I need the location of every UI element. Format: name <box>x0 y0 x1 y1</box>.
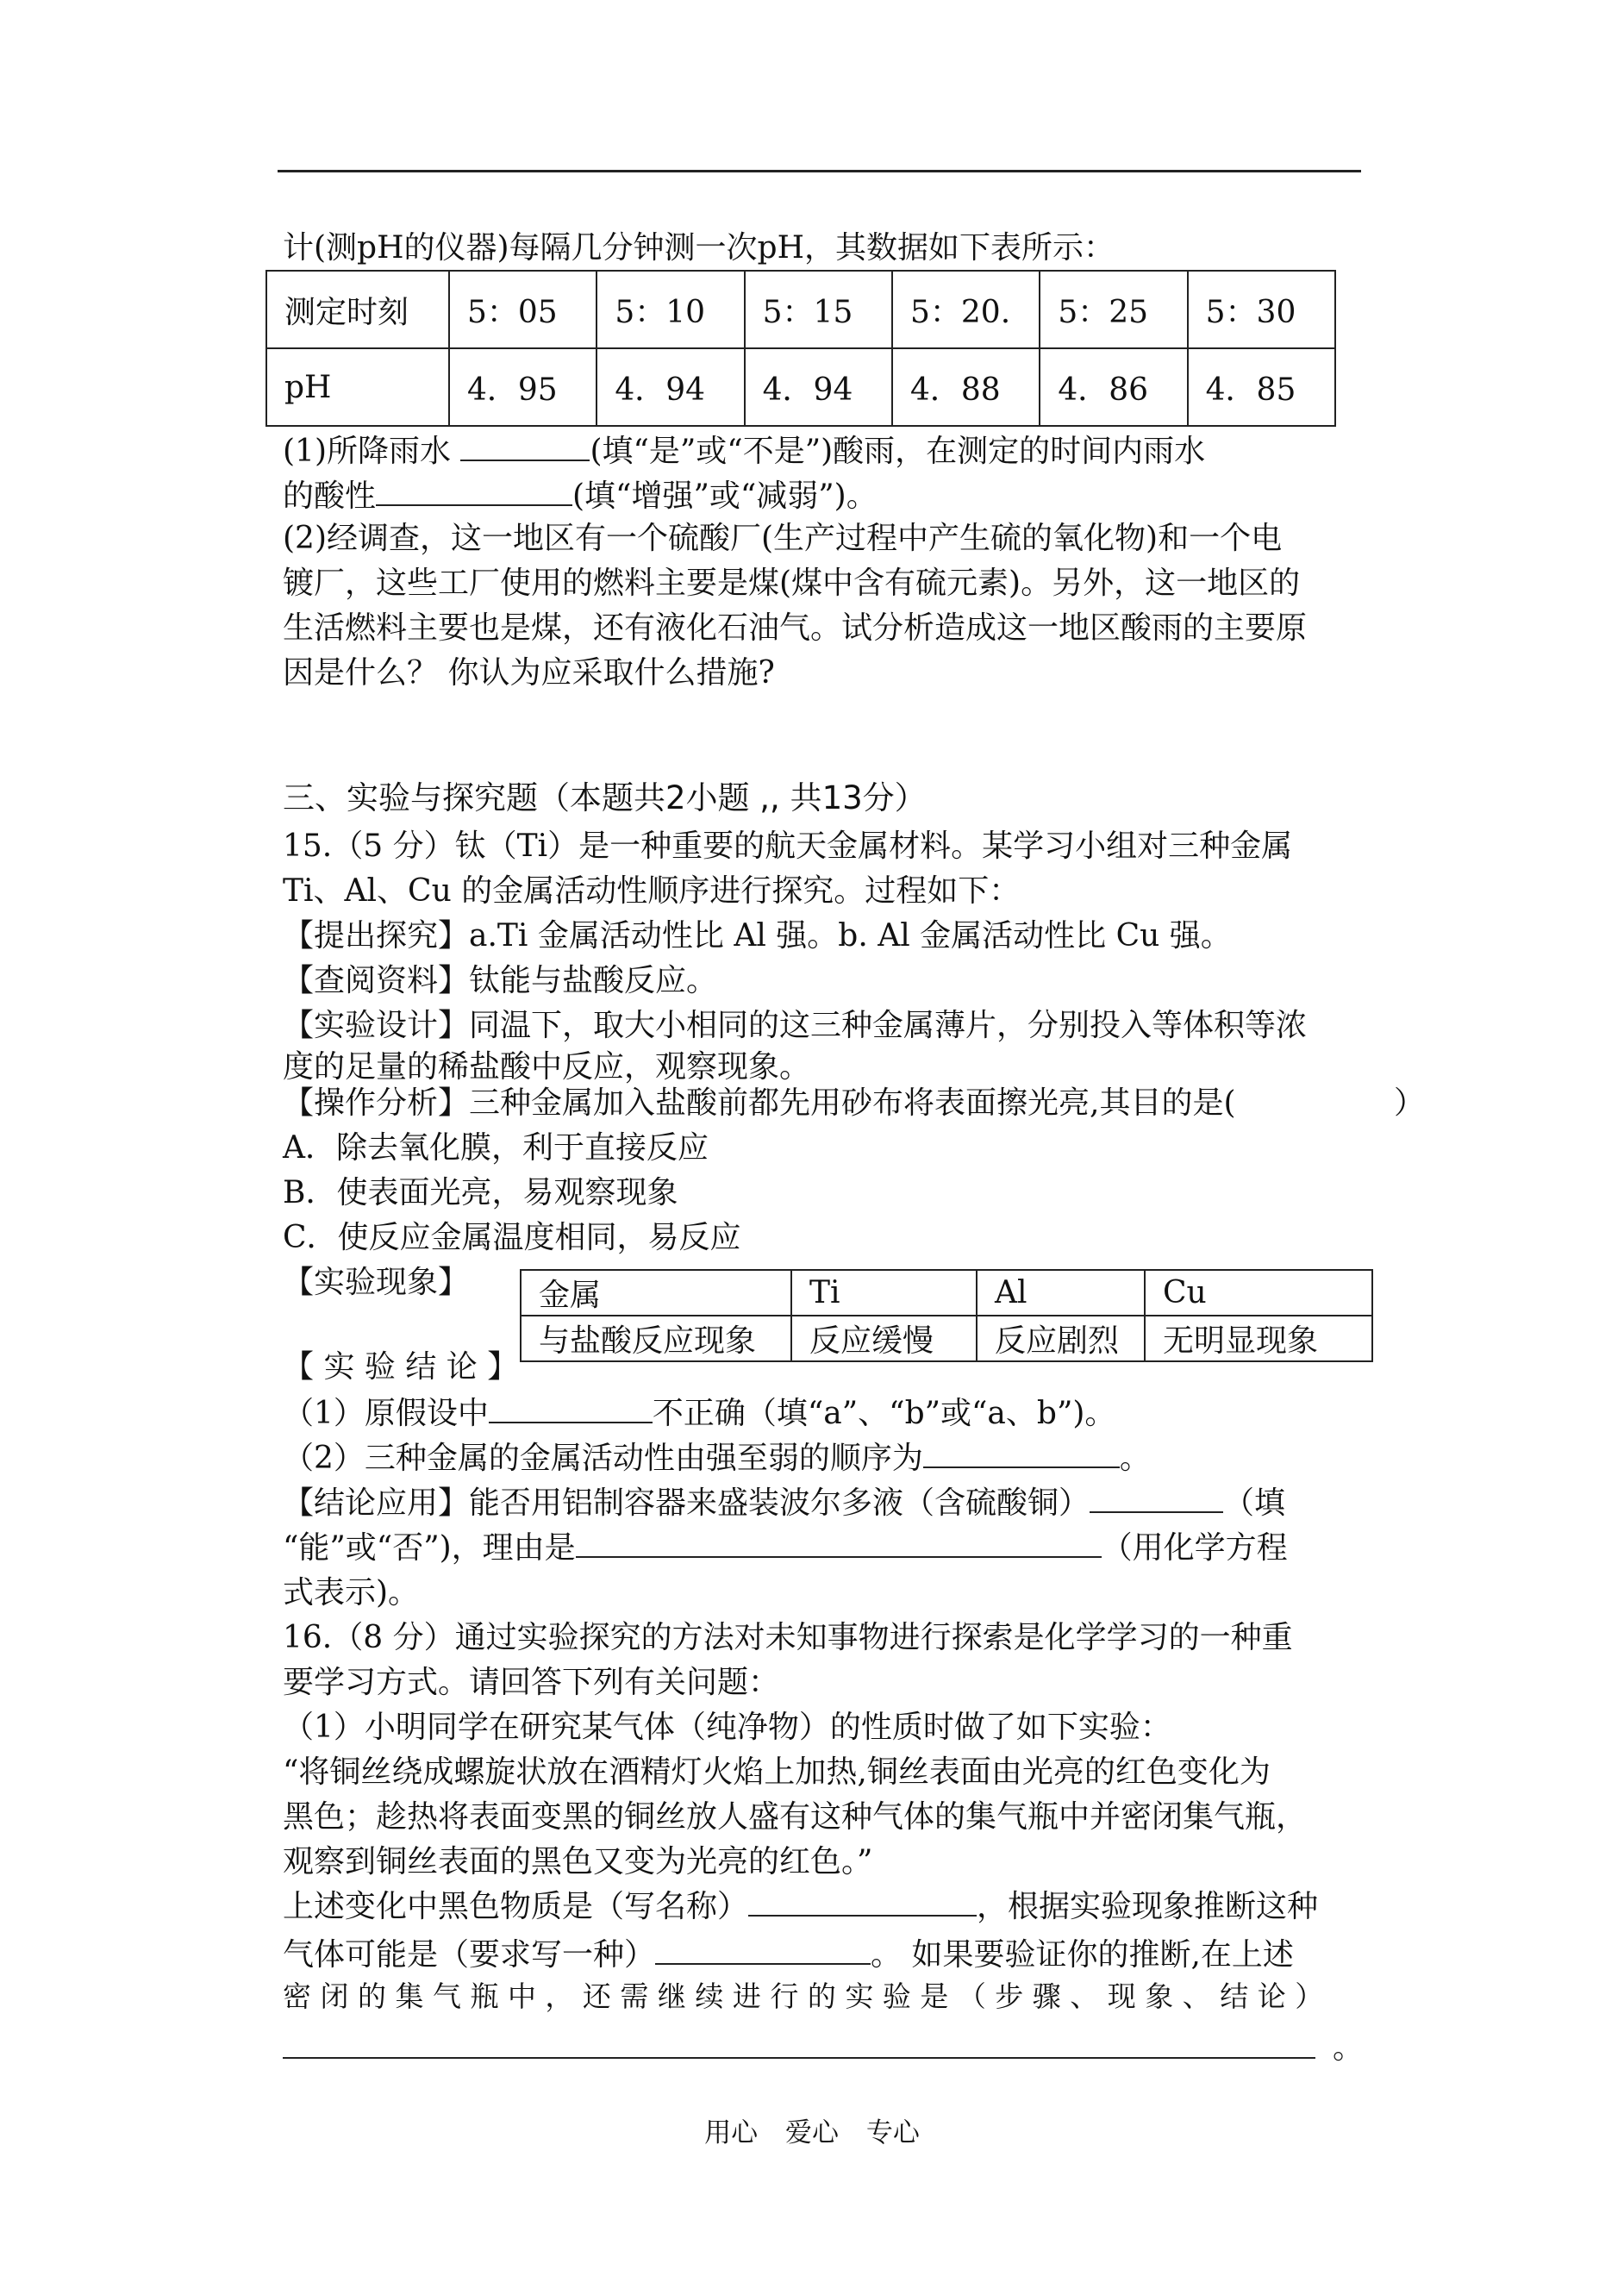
table-row <box>266 271 1335 348</box>
q16-line: “将铜丝绕成螺旋状放在酒精灯火焰上加热,铜丝表面由光亮的红色变化为 <box>283 1754 1271 1790</box>
table-cell: 5：30 <box>1188 271 1335 348</box>
option-b: B．使表面光亮，易观察现象 <box>283 1175 678 1210</box>
text: 上述变化中黑色物质是（写名称） <box>283 1889 749 1924</box>
application-line1 <box>283 1481 1285 1526</box>
q2-line: 镀厂，这些工厂使用的燃料主要是煤(煤中含有硫元素)。另外，这一地区的 <box>283 566 1301 601</box>
text: （填 <box>1223 1485 1286 1521</box>
table-cell: 4．88 <box>892 348 1040 426</box>
paren-close: ） <box>1394 1085 1426 1121</box>
text: 的酸性 <box>283 478 377 514</box>
table-cell: 4．85 <box>1188 348 1335 426</box>
text: （2）三种金属的金属活动性由强至弱的顺序为 <box>283 1441 923 1476</box>
answer-blank[interactable] <box>460 430 590 461</box>
section-heading: 三、实验与探究题（本题共2小题 ,, 共13分） <box>283 779 927 816</box>
q15-line: Ti、Al、Cu 的金属活动性顺序进行探究。过程如下： <box>283 873 1021 909</box>
metal-table <box>520 1269 1373 1362</box>
answer-blank[interactable] <box>576 1527 1102 1558</box>
text: ，根据实验现象推断这种 <box>977 1889 1319 1924</box>
table-cell: Cu <box>1145 1270 1372 1316</box>
table-cell: 无明显现象 <box>1145 1316 1372 1361</box>
table-cell: 5：05 <box>449 271 597 348</box>
q16-line: 16.（8 分）通过实验探究的方法对未知事物进行探索是化学学习的一种重 <box>283 1620 1293 1655</box>
q1-line1 <box>283 429 1205 474</box>
page-footer: 用心 爱心 专心 <box>704 2117 920 2148</box>
text: （1）原假设中 <box>283 1396 489 1431</box>
table-row <box>521 1270 1372 1316</box>
option-c: C．使反应金属温度相同，易反应 <box>283 1220 741 1255</box>
text: 气体可能是（要求写一种） <box>283 1937 656 1973</box>
text: (填“增强”或“减弱”)。 <box>572 478 878 514</box>
answer-blank[interactable] <box>748 1885 977 1917</box>
text: (1)所降雨水 <box>283 434 461 469</box>
table-cell: 4．94 <box>597 348 744 426</box>
q15-line: 【提出探究】a.Ti 金属活动性比 Al 强。b. Al 金属活动性比 Cu 强。 <box>283 918 1232 954</box>
table-cell: Ti <box>791 1270 977 1316</box>
table-row <box>266 348 1335 426</box>
table-cell: 5：20. <box>892 271 1040 348</box>
text: 不正确（填“a”、“b”或“a、b”)。 <box>652 1396 1116 1431</box>
text: 。 <box>1119 1441 1151 1476</box>
q16-line7 <box>283 1885 1318 1929</box>
table-row <box>521 1316 1372 1361</box>
option-a: A．除去氧化膜，利于直接反应 <box>283 1130 709 1166</box>
table-cell: 测定时刻 <box>266 271 449 348</box>
table-cell: 与盐酸反应现象 <box>521 1316 791 1361</box>
text: （用化学方程 <box>1101 1530 1288 1566</box>
q15-line: 【查阅资料】钛能与盐酸反应。 <box>283 963 718 998</box>
answer-blank[interactable] <box>923 1437 1120 1468</box>
q16-line: （1）小明同学在研究某气体（纯净物）的性质时做了如下实验： <box>283 1710 1171 1745</box>
q16-line: 观察到铜丝表面的黑色又变为光亮的红色。” <box>283 1844 873 1879</box>
q15-line: 15.（5 分）钛（Ti）是一种重要的航天金属材料。某学习小组对三种金属 <box>283 829 1293 864</box>
table-cell: 4．95 <box>449 348 597 426</box>
q2-line: 因是什么？ 你认为应采取什么措施? <box>283 655 775 691</box>
application-line2 <box>283 1526 1288 1571</box>
q2-line: 生活燃料主要也是煤，还有液化石油气。试分析造成这一地区酸雨的主要原 <box>283 610 1308 646</box>
application-line3: 式表示)。 <box>283 1575 420 1610</box>
q15-line: 【实验设计】同温下，取大小相同的这三种金属薄片，分别投入等体积等浓 <box>283 1008 1308 1043</box>
intro-line: 计(测pH的仪器)每隔几分钟测一次pH，其数据如下表所示： <box>283 230 1115 266</box>
ph-table <box>265 270 1336 427</box>
answer-blank[interactable] <box>1090 1482 1223 1513</box>
table-cell: 5：15 <box>745 271 892 348</box>
q15-line: 【操作分析】三种金属加入盐酸前都先用砂布将表面擦光亮,其目的是( <box>283 1085 1236 1121</box>
q16-line8 <box>283 1933 1294 1978</box>
q16-line: 黑色；趁热将表面变黑的铜丝放人盛有这种气体的集气瓶中并密闭集气瓶， <box>283 1799 1308 1835</box>
end-period: 。 <box>1333 2030 1365 2066</box>
table-cell: 反应剧烈 <box>977 1316 1145 1361</box>
conclusion-label: 【 实 验 结 论 】 <box>283 1349 519 1385</box>
text: 【结论应用】能否用铝制容器来盛装波尔多液（含硫酸铜） <box>283 1485 1090 1521</box>
table-cell: Al <box>977 1270 1145 1316</box>
q16-line9: 密 闭 的 集 气 瓶 中 ， 还 需 继 续 进 行 的 实 验 是 （ 步 骤 、 现 象 、 结 论 ） <box>283 1979 1324 2013</box>
text: 。 如果要验证你的推断,在上述 <box>871 1937 1294 1973</box>
text: (填“是”或“不是”)酸雨，在测定的时间内雨水 <box>590 434 1206 469</box>
table-cell: 4．94 <box>745 348 892 426</box>
conclusion-2 <box>283 1436 1151 1481</box>
q2-line: (2)经调查，这一地区有一个硫酸厂(生产过程中产生硫的氧化物)和一个电 <box>283 521 1283 556</box>
answer-blank[interactable] <box>655 1934 871 1965</box>
q16-line: 要学习方式。请回答下列有关问题： <box>283 1665 780 1700</box>
q1-line2 <box>283 474 878 519</box>
header-rule <box>278 170 1361 172</box>
conclusion-1 <box>283 1391 1115 1436</box>
phenomenon-label: 【实验现象】 <box>283 1265 470 1300</box>
text: “能”或“否”)，理由是 <box>283 1530 576 1566</box>
table-cell: 反应缓慢 <box>791 1316 977 1361</box>
answer-line[interactable] <box>283 2057 1315 2059</box>
table-cell: 5：10 <box>597 271 744 348</box>
answer-blank[interactable] <box>376 475 572 506</box>
table-cell: 5：25 <box>1040 271 1187 348</box>
answer-blank[interactable] <box>489 1392 653 1423</box>
q15-line: 度的足量的稀盐酸中反应，观察现象。 <box>283 1049 811 1085</box>
table-cell: 金属 <box>521 1270 791 1316</box>
table-cell: 4．86 <box>1040 348 1187 426</box>
table-cell: pH <box>266 348 449 426</box>
